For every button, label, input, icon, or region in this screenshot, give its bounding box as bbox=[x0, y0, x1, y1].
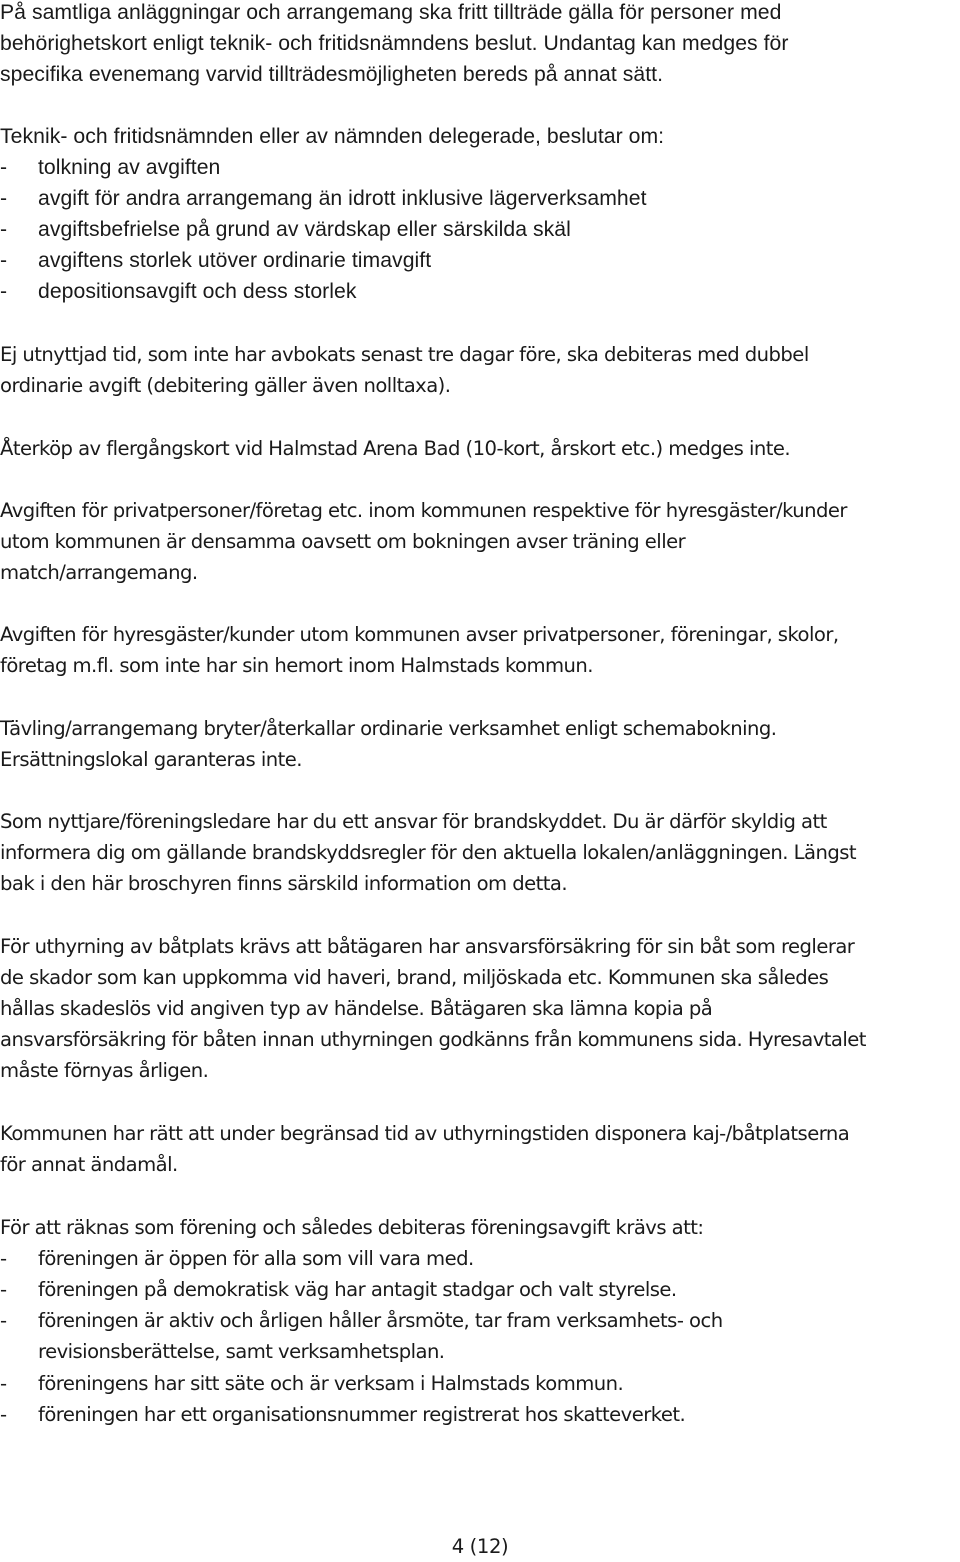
intro-line: specifika evenemang varvid tillträdesmöjligheten bereds på annat sätt. bbox=[0, 63, 664, 86]
list-dash: - bbox=[0, 1372, 7, 1395]
list-dash: - bbox=[0, 156, 8, 179]
list-dash: - bbox=[0, 1403, 7, 1426]
list-dash: - bbox=[0, 1309, 7, 1332]
list-item-text: avgiftens storlek utöver ordinarie timavgift bbox=[38, 249, 432, 272]
intro-line: På samtliga anläggningar och arrangemang ska fritt tillträde gälla för personer med bbox=[0, 1, 782, 24]
list-dash: - bbox=[0, 1247, 7, 1270]
list-item-text: avgift för andra arrangemang än idrott inklusive lägerverksamhet bbox=[38, 187, 647, 210]
paragraph-line: för annat ändamål. bbox=[0, 1153, 178, 1176]
list-dash: - bbox=[0, 249, 8, 272]
list-dash: - bbox=[0, 280, 8, 303]
paragraph-line: Avgiften för privatpersoner/företag etc. inom kommunen respektive för hyresgäster/kunder bbox=[0, 499, 847, 522]
list-item-text: tolkning av avgiften bbox=[38, 156, 221, 179]
list-item-text: revisionsberättelse, samt verksamhetsplan. bbox=[38, 1340, 445, 1363]
list-item-text: föreningen på demokratisk väg har antagit stadgar och valt styrelse. bbox=[38, 1278, 677, 1301]
paragraph-line: Ersättningslokal garanteras inte. bbox=[0, 748, 302, 771]
list-item-text: avgiftsbefrielse på grund av värdskap eller särskilda skäl bbox=[38, 218, 571, 241]
list-item-text: föreningens har sitt säte och är verksam i Halmstads kommun. bbox=[38, 1372, 624, 1395]
list-item-text: föreningen är öppen för alla som vill vara med. bbox=[38, 1247, 474, 1270]
paragraph-line: Ej utnyttjad tid, som inte har avbokats senast tre dagar före, ska debiteras med dubbel bbox=[0, 343, 809, 366]
paragraph-line: Tävling/arrangemang bryter/återkallar ordinarie verksamhet enligt schemabokning. bbox=[0, 717, 777, 740]
list-item-text: föreningen har ett organisationsnummer registrerat hos skatteverket. bbox=[38, 1403, 686, 1426]
paragraph-line: hållas skadeslös vid angiven typ av händelse. Båtägaren ska lämna kopia på bbox=[0, 997, 713, 1020]
paragraph-line: Avgiften för hyresgäster/kunder utom kommunen avser privatpersoner, föreningar, skolor, bbox=[0, 623, 839, 646]
paragraph-line: Återköp av flergångskort vid Halmstad Arena Bad (10-kort, årskort etc.) medges inte. bbox=[0, 437, 791, 460]
intro-line: behörighetskort enligt teknik- och fritidsnämndens beslut. Undantag kan medges för bbox=[0, 32, 789, 55]
paragraph-line: match/arrangemang. bbox=[0, 561, 198, 584]
list-dash: - bbox=[0, 187, 8, 210]
paragraph-line: För uthyrning av båtplats krävs att båtägaren har ansvarsförsäkring för sin båt som reglerar bbox=[0, 935, 855, 958]
list-item-text: depositionsavgift och dess storlek bbox=[38, 280, 357, 303]
list-item-text: föreningen är aktiv och årligen håller årsmöte, tar fram verksamhets- och bbox=[38, 1309, 723, 1332]
paragraph-line: måste förnyas årligen. bbox=[0, 1059, 209, 1082]
list-dash: - bbox=[0, 1278, 7, 1301]
paragraph-line: Som nyttjare/föreningsledare har du ett ansvar för brandskyddet. Du är därför skyldig att bbox=[0, 810, 827, 833]
list-dash: - bbox=[0, 218, 8, 241]
paragraph-line: informera dig om gällande brandskyddsregler för den aktuella lokalen/anläggningen. Längst bbox=[0, 841, 857, 864]
page-number: 4 (12) bbox=[451, 1535, 509, 1558]
decisions-heading: Teknik- och fritidsnämnden eller av nämnden delegerade, beslutar om: bbox=[0, 125, 665, 148]
paragraph-line: ordinarie avgift (debitering gäller även nolltaxa). bbox=[0, 374, 451, 397]
paragraph-line: de skador som kan uppkomma vid haveri, brand, miljöskada etc. Kommunen ska således bbox=[0, 966, 829, 989]
paragraph-line: Kommunen har rätt att under begränsad tid av uthyrningstiden disponera kaj-/båtplatserna bbox=[0, 1122, 850, 1145]
paragraph-line: bak i den här broschyren finns särskild information om detta. bbox=[0, 872, 568, 895]
paragraph-line: företag m.fl. som inte har sin hemort inom Halmstads kommun. bbox=[0, 654, 593, 677]
paragraph-line: utom kommunen är densamma oavsett om bokningen avser träning eller bbox=[0, 530, 686, 553]
association-heading: För att räknas som förening och således debiteras föreningsavgift krävs att: bbox=[0, 1216, 704, 1239]
paragraph-line: ansvarsförsäkring för båten innan uthyrningen godkänns från kommunens sida. Hyresavtalet bbox=[0, 1028, 866, 1051]
